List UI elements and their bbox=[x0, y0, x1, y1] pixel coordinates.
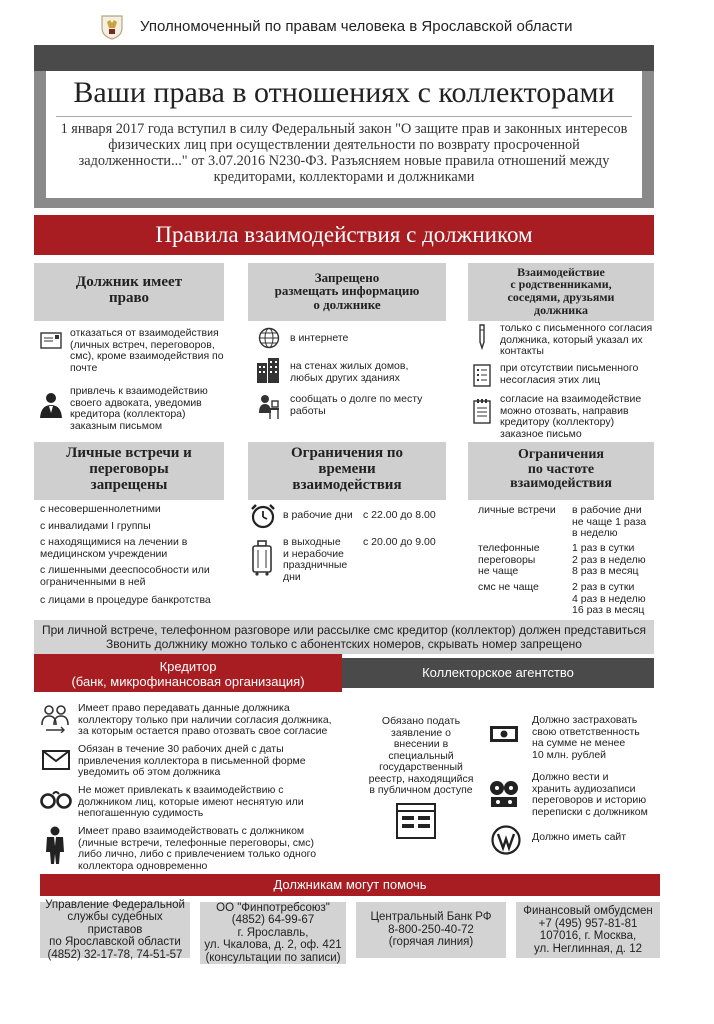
meeting-ban-disabled: с инвалидами I группы bbox=[40, 520, 151, 532]
relatives-header: Взаимодействие с родственниками, соседями, друзьями должника bbox=[468, 263, 654, 319]
help-ombudsman bbox=[516, 902, 660, 958]
time-weekdays-label: в рабочие дни bbox=[283, 509, 353, 521]
frequency-sms-value: 2 раз в сутки 4 раз в неделю 16 раз в месяц bbox=[572, 581, 646, 616]
pen-icon bbox=[474, 324, 490, 350]
relatives-withdraw: согласие на взаимодействие можно отозвать, направив кредитору (коллектору) заказное письмо bbox=[500, 393, 642, 440]
divider bbox=[248, 319, 446, 321]
info-prohibited-header: Запрещено размещать информацию о должнике bbox=[248, 263, 446, 319]
divider bbox=[34, 319, 224, 321]
debtor-right-refuse: отказаться от взаимодействия (личных встреч, переговоров, смс), кроме взаимодействия по почте bbox=[70, 327, 224, 374]
help-finpotrebsoyuz-text: ОО "Финпотребсоюз" (4852) 64-99-67 г. Ярославль, ул. Чкалова, д. 2, оф. 421 (консультации по записи) bbox=[204, 901, 342, 964]
frequency-sms-label: смс не чаще bbox=[478, 581, 539, 593]
help-central-bank bbox=[356, 902, 506, 958]
page-title: Ваши права в отношениях с коллекторами bbox=[73, 76, 615, 109]
frequency-limits-header: Ограничения по частоте взаимодействия bbox=[468, 442, 654, 498]
notice-text: При личной встрече, телефонном разговоре или рассылке смс кредитор (коллектор) должен представиться Звонить должнику можно только с абонентских номеров, скрывать номер запрещено bbox=[41, 623, 647, 651]
notepad-icon bbox=[473, 398, 491, 424]
meeting-ban-minors: с несовершеннолетними bbox=[40, 503, 161, 515]
divider bbox=[468, 319, 654, 321]
creditor-item-criminal: Не может привлекать к взаимодействию с должником лиц, которые имеют неснятую или непогашенную судимость bbox=[78, 784, 304, 819]
wordpress-icon bbox=[491, 825, 521, 855]
debtor-rights-header: Должник имеет право bbox=[34, 263, 224, 319]
meetings-prohibited-header: Личные встречи и переговоры запрещены bbox=[34, 442, 224, 498]
frequency-calls-value: 1 раз в сутки 2 раз в неделю 8 раз в месяц bbox=[572, 542, 646, 577]
agency-recordings: Должно вести и хранить аудиозаписи переговоров и историю переписки с должником bbox=[532, 771, 648, 818]
help-finpotrebsoyuz bbox=[200, 902, 346, 964]
help-central-bank-text: Центральный Банк РФ 8-800-250-40-72 (горячая линия) bbox=[370, 911, 492, 949]
agency-registry: Обязано подать заявление о внесении в специальный государственный реестр, находящийся в публичном доступе bbox=[368, 715, 474, 796]
people-exchange-icon bbox=[40, 703, 70, 733]
businessman-icon bbox=[44, 826, 66, 864]
title-top-bar bbox=[34, 45, 654, 71]
org-title: Уполномоченный по правам человека в Ярославской области bbox=[140, 18, 573, 35]
creditor-item-transfer: Имеет право передавать данные должника коллектору только при наличии согласия должника, за которым остается право отозвать свое согласие bbox=[78, 702, 332, 737]
help-title: Должникам могут помочь bbox=[273, 877, 427, 892]
divider bbox=[248, 498, 446, 500]
meeting-ban-incapacitated: с лишенными дееспособности или ограниченными в ней bbox=[40, 564, 210, 588]
meeting-ban-bankruptcy: с лицами в процедуре банкротства bbox=[40, 594, 211, 606]
time-weekdays-hours: с 22.00 до 8.00 bbox=[363, 509, 436, 521]
prohibited-workplace: сообщать о долге по месту работы bbox=[290, 393, 423, 417]
intro-text: 1 января 2017 года вступил в силу Федеральный закон "О защите прав и законных интересов физических лиц при осуществлении деятельности по возврату просроченной задолженности..." от 3.07.2016 N230-ФЗ. Разъясняем новые правила отношений между кредиторами, коллекторами и должниками bbox=[60, 121, 628, 185]
office-worker-icon bbox=[256, 393, 280, 419]
prohibited-walls: на стенах жилых домов, любых других зданиях bbox=[290, 360, 409, 384]
agency-title: Коллекторское агентство bbox=[422, 665, 574, 680]
lawyer-icon bbox=[38, 392, 64, 418]
help-bailiffs bbox=[40, 898, 190, 961]
time-limits-header: Ограничения по времени взаимодействия bbox=[248, 442, 446, 498]
creditor-title: Кредитор (банк, микрофинансовая организация) bbox=[71, 659, 305, 689]
coat-of-arms-icon bbox=[100, 14, 124, 40]
time-weekends-label: в выходные и нерабочие праздничные дни bbox=[283, 536, 348, 583]
debtor-right-lawyer: привлечь к взаимодействию своего адвоката, уведомив кредитора (коллектора) заказным письмом bbox=[70, 385, 208, 432]
divider bbox=[468, 498, 654, 500]
frequency-calls-label: телефонные переговоры не чаще bbox=[478, 542, 540, 577]
suitcase-icon bbox=[252, 540, 272, 576]
alarm-clock-icon bbox=[250, 503, 276, 529]
rules-title: Правила взаимодействия с должником bbox=[155, 222, 533, 247]
envelope-icon bbox=[42, 749, 70, 771]
letter-icon bbox=[40, 331, 62, 351]
frequency-meetings-value: в рабочие дни не чаще 1 раза в неделю bbox=[572, 504, 647, 539]
website-registry-icon bbox=[396, 803, 436, 839]
agency-insurance: Должно застраховать свою ответственность на сумме не менее 10 млн. рублей bbox=[532, 714, 640, 761]
tape-recorder-icon bbox=[488, 779, 520, 809]
globe-icon bbox=[258, 327, 280, 349]
buildings-icon bbox=[256, 357, 280, 383]
help-bailiffs-text: Управление Федеральной службы судебных приставов по Ярославской области (4852) 32-17-78, 74-51-57 bbox=[45, 898, 185, 961]
document-list-icon bbox=[473, 363, 491, 387]
help-ombudsman-text: Финансовый омбудсмен +7 (495) 957-81-81 107016, г. Москва, ул. Неглинная, д. 12 bbox=[523, 905, 653, 955]
creditor-item-interact: Имеет право взаимодействовать с должником (личные встречи, телефонные переговоры, смс) либо лично, либо с привлечением только одного коллектора одновременно bbox=[78, 825, 317, 872]
relatives-no-objection: при отсутствии письменного несогласия этих лиц bbox=[500, 362, 639, 386]
agency-website: Должно иметь сайт bbox=[532, 831, 627, 843]
relatives-consent: только с письменного согласия должника, который указал их контакты bbox=[500, 322, 653, 357]
frequency-meetings-label: личные встречи bbox=[478, 504, 556, 516]
title-divider bbox=[56, 116, 632, 117]
banknote-icon bbox=[489, 724, 519, 744]
handcuffs-icon bbox=[40, 787, 72, 811]
divider bbox=[34, 498, 224, 500]
time-weekends-hours: с 20.00 до 9.00 bbox=[363, 536, 436, 548]
meeting-ban-hospital: с находящимися на лечении в медицинском учреждении bbox=[40, 536, 188, 560]
creditor-item-notify: Обязан в течение 30 рабочих дней с даты привлечения коллектора в письменной форме уведомить об этом должника bbox=[78, 743, 306, 778]
prohibited-internet: в интернете bbox=[290, 332, 349, 344]
